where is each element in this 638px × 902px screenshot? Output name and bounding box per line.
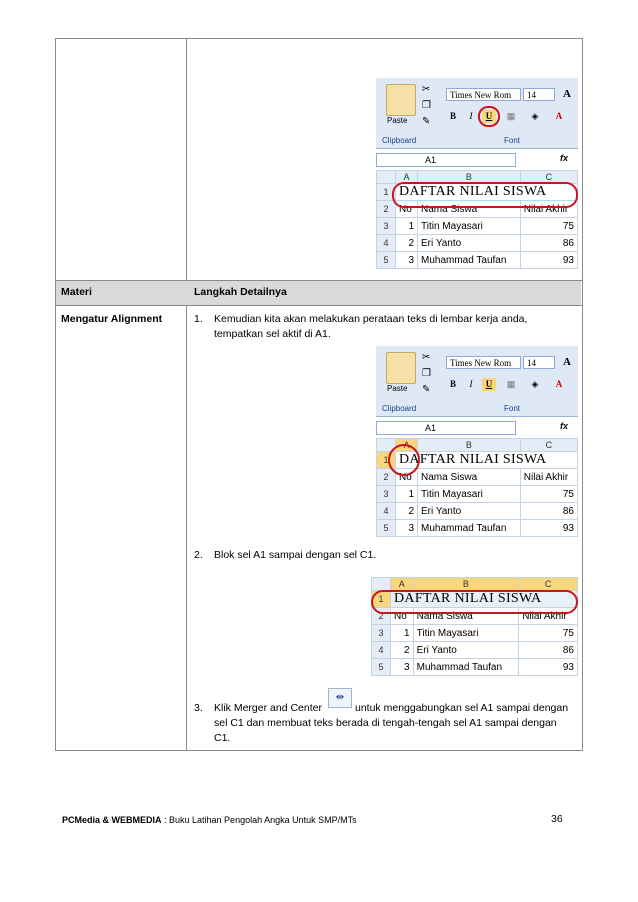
cell[interactable]: Eri Yanto (418, 503, 521, 520)
copy-icon[interactable]: ❐ (422, 100, 431, 111)
row-header[interactable]: 5 (377, 252, 396, 269)
grow-font-icon[interactable]: A (563, 88, 571, 100)
paste-label[interactable]: Paste (387, 384, 408, 393)
paste-label[interactable]: Paste (387, 116, 408, 125)
font-color-icon[interactable]: A (555, 111, 563, 121)
step-3-line3: C1. (214, 732, 231, 744)
format-painter-icon[interactable]: ✎ (422, 116, 431, 127)
header-materi: Materi (61, 286, 92, 298)
font-group-label: Font (504, 404, 521, 413)
excel-screenshot-3 (371, 577, 578, 679)
selection-highlight (371, 590, 578, 614)
cell[interactable]: Eri Yanto (413, 642, 519, 659)
column-header[interactable]: B (418, 171, 521, 184)
name-box[interactable]: A1 (376, 421, 516, 435)
cell[interactable]: Nama Siswa (418, 201, 521, 218)
step-1-number: 1. (194, 313, 203, 325)
title-cell[interactable]: DAFTAR NILAI SISWA (396, 452, 578, 469)
title-highlight (392, 182, 578, 208)
column-header[interactable]: C (519, 578, 578, 591)
cell[interactable]: Nama Siswa (418, 469, 521, 486)
column-header[interactable]: C (520, 439, 577, 452)
fill-color-icon[interactable]: ◈ (531, 379, 539, 389)
cell[interactable]: Titin Mayasari (413, 625, 519, 642)
paste-icon (386, 352, 416, 384)
column-divider (186, 38, 187, 750)
title-cell[interactable]: DAFTAR NILAI SISWA (396, 184, 578, 201)
name-box[interactable]: A1 (376, 153, 516, 167)
column-header[interactable]: A (396, 171, 418, 184)
row-header[interactable]: 4 (377, 235, 396, 252)
cell[interactable]: 1 (391, 625, 414, 642)
column-header[interactable]: A (396, 439, 418, 452)
a1-highlight (388, 444, 420, 476)
cell[interactable]: 3 (396, 252, 418, 269)
footer (62, 815, 357, 825)
row-header[interactable]: 3 (372, 625, 391, 642)
cell[interactable]: 86 (520, 235, 577, 252)
step-3-number: 3. (194, 702, 203, 714)
row-header[interactable]: 1 (377, 452, 396, 469)
cell[interactable]: 75 (520, 486, 577, 503)
column-header[interactable]: C (520, 171, 577, 184)
cell[interactable]: 2 (396, 503, 418, 520)
fx-icon: fx (560, 421, 569, 431)
excel-screenshot-1 (376, 78, 578, 274)
step-2-number: 2. (194, 549, 203, 561)
cell[interactable]: 3 (391, 659, 414, 676)
cell[interactable]: 93 (520, 252, 577, 269)
row-header[interactable]: 1 (372, 591, 391, 608)
row-header[interactable]: 3 (377, 486, 396, 503)
cut-icon[interactable]: ✂ (422, 84, 431, 95)
fill-color-icon[interactable]: ◈ (531, 111, 539, 121)
cell[interactable]: 2 (396, 235, 418, 252)
clipboard-group-label: Clipboard (382, 136, 417, 145)
cell[interactable]: Nama Siswa (413, 608, 519, 625)
cell[interactable]: Muhammad Taufan (418, 252, 521, 269)
row-header[interactable]: 4 (372, 642, 391, 659)
cell[interactable]: 1 (396, 486, 418, 503)
column-header[interactable]: B (418, 439, 521, 452)
bold-button[interactable]: B (449, 111, 456, 121)
footer-text: : Buku Latihan Pengolah Angka Untuk SMP/MTs (161, 815, 357, 825)
underline-button[interactable]: U (482, 378, 496, 391)
step-1-line2: tempatkan sel aktif di A1. (214, 328, 331, 340)
cell[interactable]: 75 (520, 218, 577, 235)
step-3-text-a: Klik Merger and Center (214, 702, 322, 714)
cell[interactable]: 3 (396, 520, 418, 537)
font-size-box[interactable]: 14 (523, 88, 555, 101)
row-header[interactable]: 2 (372, 608, 391, 625)
underline-highlight (478, 106, 500, 127)
italic-button[interactable]: I (469, 111, 473, 121)
footer-brand: PCMedia & WEBMEDIA (62, 815, 162, 825)
borders-icon[interactable]: ▦ (506, 379, 516, 389)
cell[interactable]: 2 (391, 642, 414, 659)
cell[interactable]: 1 (396, 218, 418, 235)
row-divider (55, 305, 582, 306)
table-header-row (56, 280, 581, 305)
copy-icon[interactable]: ❐ (422, 368, 431, 379)
cell[interactable]: Eri Yanto (418, 235, 521, 252)
row-header[interactable]: 1 (377, 184, 396, 201)
excel-screenshot-2 (376, 346, 578, 542)
step-1-line1: Kemudian kita akan melakukan perataan teks di lembar kerja anda, (214, 313, 528, 325)
row-title: Mengatur Alignment (61, 313, 163, 325)
ribbon (376, 78, 578, 149)
step-3-text-b: untuk menggabungkan sel A1 sampai dengan (355, 702, 569, 714)
cell[interactable]: 93 (519, 659, 578, 676)
cell[interactable]: 93 (520, 520, 577, 537)
cell[interactable]: 86 (520, 503, 577, 520)
cell[interactable]: No (396, 201, 418, 218)
column-header[interactable]: B (413, 578, 519, 591)
cell[interactable]: 75 (519, 625, 578, 642)
underline-button[interactable]: U (482, 110, 496, 123)
clipboard-group-label: Clipboard (382, 404, 417, 413)
paste-icon (386, 84, 416, 116)
cell[interactable]: Titin Mayasari (418, 218, 521, 235)
cell[interactable]: Nilai Akhir (519, 608, 578, 625)
row-header[interactable]: 5 (372, 659, 391, 676)
font-name-box[interactable]: Times New Rom (446, 88, 521, 101)
cell[interactable]: Nilai Akhir (520, 469, 577, 486)
fx-icon: fx (560, 153, 569, 163)
row-header[interactable]: 2 (377, 469, 396, 486)
step-2-line1: Blok sel A1 sampai dengan sel C1. (214, 549, 377, 561)
cut-icon[interactable]: ✂ (422, 352, 431, 363)
grow-font-icon[interactable]: A (563, 356, 571, 368)
font-group-label: Font (504, 136, 521, 145)
row-divider (55, 280, 582, 281)
row-header[interactable]: 4 (377, 503, 396, 520)
cell[interactable]: No (396, 469, 418, 486)
row-header[interactable]: 2 (377, 201, 396, 218)
borders-icon[interactable]: ▦ (506, 111, 516, 121)
row-header[interactable]: 5 (377, 520, 396, 537)
ribbon (376, 346, 578, 417)
font-size-box[interactable]: 14 (523, 356, 555, 369)
cell[interactable]: Muhammad Taufan (418, 520, 521, 537)
page-number: 36 (551, 813, 563, 825)
cell[interactable]: Titin Mayasari (418, 486, 521, 503)
cell[interactable]: No (391, 608, 414, 625)
font-color-icon[interactable]: A (555, 379, 563, 389)
merge-center-icon[interactable]: ⇹ (328, 688, 352, 708)
step-3-line2: sel C1 dan membuat teks berada di tengah-tengah sel A1 sampai dengan (214, 717, 557, 729)
header-langkah: Langkah Detailnya (194, 286, 287, 298)
cell[interactable]: Nilai Akhir (520, 201, 577, 218)
title-cell[interactable]: DAFTAR NILAI SISWA (391, 591, 578, 608)
font-name-box[interactable]: Times New Rom (446, 356, 521, 369)
cell[interactable]: Muhammad Taufan (413, 659, 519, 676)
bold-button[interactable]: B (449, 379, 456, 389)
format-painter-icon[interactable]: ✎ (422, 384, 431, 395)
row-header[interactable]: 3 (377, 218, 396, 235)
italic-button[interactable]: I (469, 379, 473, 389)
column-header[interactable]: A (391, 578, 414, 591)
cell[interactable]: 86 (519, 642, 578, 659)
